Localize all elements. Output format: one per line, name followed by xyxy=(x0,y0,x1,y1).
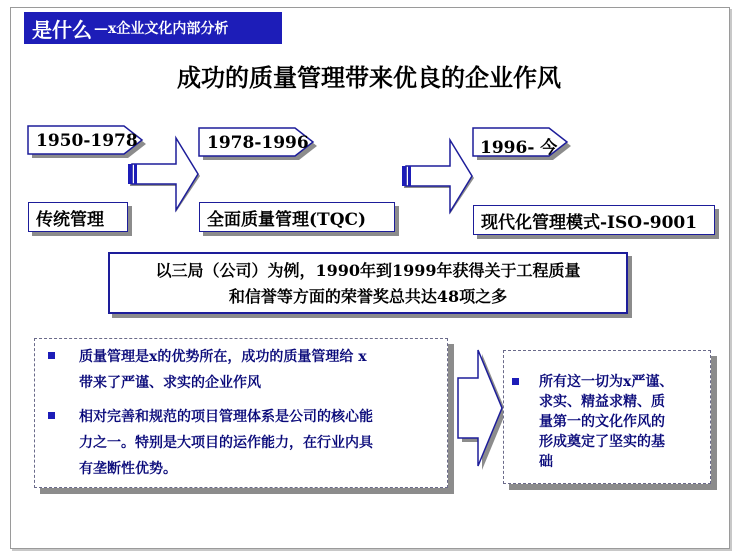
right-line-2: 求实、精益求精、质 xyxy=(539,394,665,410)
bullet-icon xyxy=(48,412,55,419)
example-callout xyxy=(108,252,628,314)
stage-label-1: 传统管理 xyxy=(36,209,104,230)
stage-label-2: 全面质量管理(TQC) xyxy=(207,209,367,230)
arrow-right-icon xyxy=(124,136,204,216)
period-label-1: 1950-1978 xyxy=(36,131,138,151)
stage-box-1 xyxy=(28,202,128,232)
right-line-1: 所有这一切为x严谨、 xyxy=(539,374,674,390)
right-line-3: 量第一的文化作风的 xyxy=(539,414,665,430)
header-suffix: —x企业文化内部分析 xyxy=(94,21,229,37)
bullet-icon xyxy=(512,378,519,385)
period-label-2: 1978-1996 xyxy=(207,133,309,153)
bullet-1-line-1: 质量管理是x的优势所在，成功的质量管理给 x xyxy=(79,349,367,365)
arrow-right-icon xyxy=(398,138,478,218)
header-prefix: 是什么 xyxy=(32,17,92,42)
list-item xyxy=(48,404,373,482)
bullet-icon xyxy=(48,352,55,359)
period-label-3: 1996- 今 xyxy=(480,138,558,158)
bullet-2-line-2: 力之一。特别是大项目的运作能力，在行业内具 xyxy=(79,435,373,451)
example-line-1: 以三局（公司）为例，1990年到1999年获得关于工程质量 xyxy=(155,261,581,280)
stage-label-3: 现代化管理模式-ISO-9001 xyxy=(481,212,698,233)
bullet-2-line-1: 相对完善和规范的项目管理体系是公司的核心能 xyxy=(79,409,373,425)
page-title: 成功的质量管理带来优良的企业作风 xyxy=(177,64,561,92)
right-line-5: 础 xyxy=(539,454,553,470)
list-item xyxy=(512,372,673,472)
list-item xyxy=(48,344,367,396)
bullet-2-line-3: 有垄断性优势。 xyxy=(79,461,177,477)
example-line-2: 和信誉等方面的荣誉奖总共达48项之多 xyxy=(228,287,508,306)
stage-box-2 xyxy=(199,202,395,232)
bullet-1-line-2: 带来了严谨、求实的企业作风 xyxy=(79,375,261,391)
section-header xyxy=(24,12,282,44)
right-line-4: 形成奠定了坚实的基 xyxy=(539,434,665,450)
stage-box-3 xyxy=(473,205,715,235)
